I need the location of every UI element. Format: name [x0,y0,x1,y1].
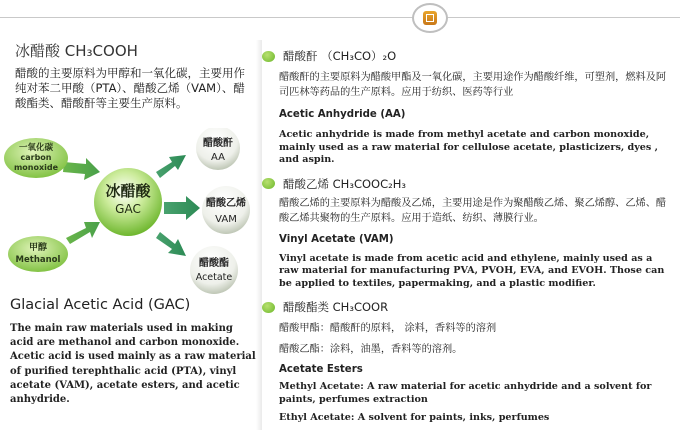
arrow-methanol-to-gac [66,222,100,244]
svg-text:醋酸乙烯: 醋酸乙烯 [206,198,246,209]
aa-heading: 醋酸酐 （CH₃CO）₂O [262,48,672,64]
vam-heading: 醋酸乙烯 CH₃COOC₂H₃ [262,176,672,192]
svg-text:甲醇: 甲醇 [28,243,48,253]
aa-en-heading: Acetic Anhydride (AA) [279,109,406,120]
gac-english-title: Glacial Acetic Acid (GAC) [10,297,191,313]
svg-text:VAM: VAM [215,214,237,225]
gac-diagram [0,128,255,298]
vam-cn-text: 醋酸乙烯的主要原料为醋酸及乙烯，主要用途是作为聚醋酸乙烯、聚乙烯醇、乙烯、醋酸乙烯共聚物的生产原料。应用于造纸、纺织、薄膜行业。 [279,197,667,224]
arrow-gac-to-acetate [156,232,186,256]
vam-node [202,186,250,234]
aa-en-text: Acetic anhydride is made from methyl acetate and carbon monoxide, mainly used as a raw material for cellulose acetate, plasticizers, dyes , and aspin. [279,129,658,165]
bullet-icon [262,51,275,62]
gac-english-description: The main raw materials used in making acid are methanol and carbon monoxide. Acetic acid is used mainly as a raw material of purified terephthalic acid (PTA), vinyl acetate (VAM), acetate esters, and acetic anhydride. [10,323,256,406]
svg-text:一氧化碳: 一氧化碳 [18,143,54,153]
svg-text:Acetate: Acetate [195,272,233,283]
arrow-gac-to-aa [156,155,186,178]
gac-description: 醋酸的主要原料为甲醇和一氧化碳，主要用作纯对苯二甲酸（PTA）、醋酸乙烯（VAM）、醋酸酯类、醋酸酐等主要生产原料。 [15,66,245,110]
acetate-node [190,246,238,294]
esters-heading: 醋酸酯类 CH₃COOR [262,299,672,315]
methanol-node [8,236,68,272]
top-divider [0,17,680,18]
esters-cn-text-2: 醋酸乙酯：涂料，油墨，香料等的溶剂。 [279,344,463,355]
svg-text:醋酸酐: 醋酸酐 [203,138,233,149]
esters-en-heading: Acetate Esters [279,364,363,375]
header-badge-icon [412,3,448,33]
arrow-gac-to-vam [164,196,200,220]
bullet-icon [262,178,275,189]
products-column [262,40,672,425]
svg-text:carbon: carbon [20,153,52,162]
arrow-co-to-gac [63,158,100,180]
svg-text:monoxide: monoxide [13,163,59,172]
vam-en-heading: Vinyl Acetate (VAM) [279,233,394,245]
svg-text:冰醋酸: 冰醋酸 [105,182,151,200]
esters-en-text-2: Ethyl Acetate: A solvent for paints, inks, perfumes [279,412,550,423]
esters-cn-text-1: 醋酸甲酯：醋酸酐的原料， 涂料，香料等的溶剂 [279,323,497,334]
svg-text:AA: AA [211,152,225,163]
gac-title: 冰醋酸 CH₃COOH [15,42,138,60]
vam-en-text: Vinyl acetate is made from acetic acid and ethylene, mainly used as a raw material for manufacturing PVA, PVOH, EVA, and EVOH. Those can be applied to textiles, papermaking, and a plastic modifier. [279,252,665,289]
aa-node [196,128,240,170]
svg-text:GAC: GAC [115,202,141,216]
svg-text:Methanol: Methanol [15,255,61,265]
aa-cn-text: 醋酸酐的主要原料为醋酸甲酯及一氧化碳，主要用途作为醋酸纤维，可塑剂，燃料及阿司匹林等药品的生产原料。应用于纺织、医药等行业 [279,72,667,98]
svg-text:醋酸酯: 醋酸酯 [199,258,229,269]
bullet-icon [262,302,275,313]
esters-en-text-1: Methyl Acetate: A raw material for acetic anhydride and a solvent for paints, perfumes extraction [279,381,652,405]
